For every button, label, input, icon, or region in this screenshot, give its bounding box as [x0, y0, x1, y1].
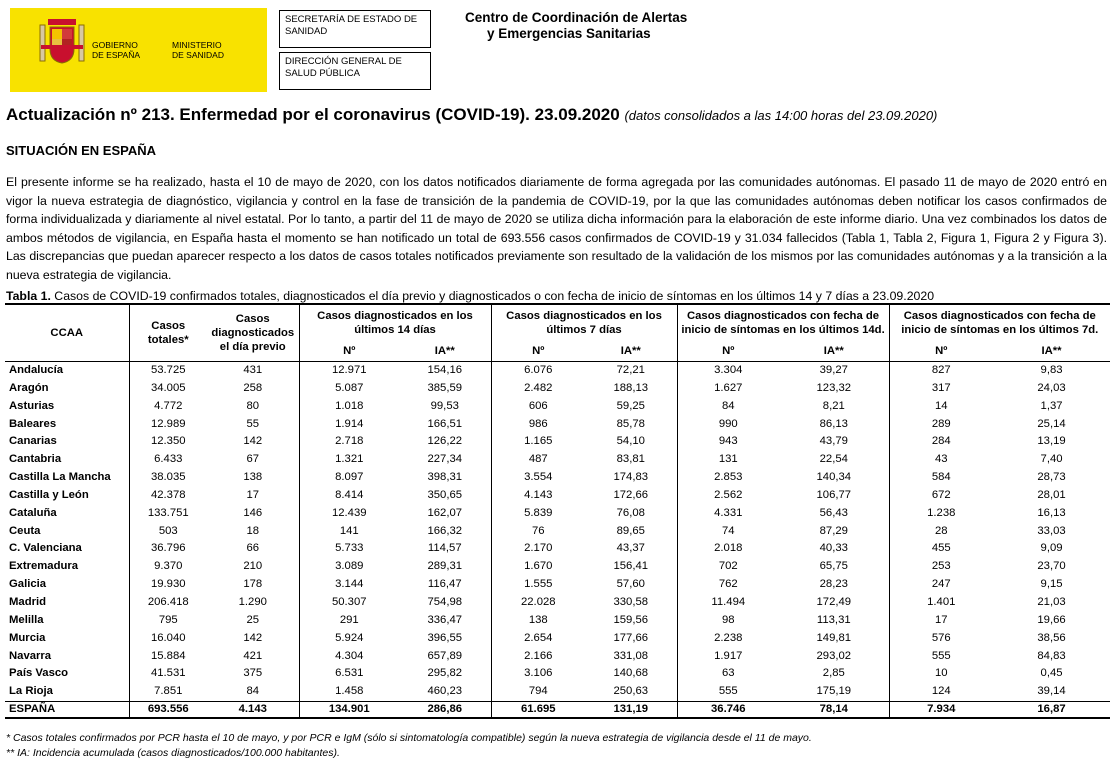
ia7-cell: 174,83 [613, 471, 649, 484]
table-row [5, 612, 1110, 630]
n14-cell: 12.971 [299, 362, 399, 380]
ias14-cell: 78,14 [779, 702, 889, 719]
ns14-cell: 36.746 [677, 702, 779, 719]
prev-day-cell: 210 [243, 560, 263, 573]
region-cell: C. Valenciana [9, 542, 82, 555]
n14-cell: 291 [299, 612, 399, 630]
region-cell: Cantabria [9, 453, 62, 466]
ia14-cell: 398,31 [427, 471, 463, 484]
ns14-cell: 943 [677, 433, 779, 451]
n7-cell: 2.166 [491, 648, 585, 666]
ia7-cell: 131,19 [585, 702, 677, 719]
region-cell: Asturias [9, 399, 55, 412]
prev-day-cell: 138 [243, 471, 263, 484]
ias7-cell: 21,03 [1037, 595, 1066, 608]
n14-cell: 3.089 [299, 558, 399, 576]
ia14-cell: 396,55 [427, 631, 463, 644]
ia14-cell: 295,82 [427, 667, 463, 680]
n7-cell: 794 [491, 683, 585, 701]
ns7-cell: 317 [889, 380, 993, 398]
ias7-cell: 25,14 [1037, 417, 1066, 430]
ns7-cell: 17 [889, 612, 993, 630]
header-n: Nº [677, 341, 779, 362]
prev-day-cell: 80 [246, 399, 260, 412]
header-last-14-days: Casos diagnosticados en los últimos 14 días [299, 304, 491, 341]
section-heading: SITUACIÓN EN ESPAÑA [6, 143, 156, 158]
table-row [5, 683, 1110, 701]
center-title-line2: y Emergencias Sanitarias [487, 26, 651, 41]
total-cases-cell: 15.884 [129, 648, 207, 666]
n7-cell: 3.106 [491, 665, 585, 683]
n14-cell: 1.321 [299, 451, 399, 469]
n14-cell: 141 [299, 523, 399, 541]
ias7-cell: 84,83 [1037, 649, 1066, 662]
region-cell: Castilla y León [9, 488, 89, 501]
n14-cell: 1.914 [299, 416, 399, 434]
ia14-cell: 336,47 [427, 613, 463, 626]
ns7-cell: 284 [889, 433, 993, 451]
table-row [5, 433, 1110, 451]
ias14-cell: 40,33 [819, 542, 848, 555]
table-row [5, 380, 1110, 398]
table-row [5, 416, 1110, 434]
ia7-cell: 72,21 [616, 364, 645, 376]
ias14-cell: 293,02 [816, 649, 852, 662]
total-cases-cell: 36.796 [129, 540, 207, 558]
header-n: Nº [299, 341, 399, 362]
n14-cell: 1.018 [299, 398, 399, 416]
ns14-cell: 98 [677, 612, 779, 630]
ias14-cell: 39,27 [819, 364, 848, 376]
ias7-cell: 28,01 [1037, 488, 1066, 501]
ns14-cell: 4.331 [677, 505, 779, 523]
ia14-cell: 154,16 [427, 364, 463, 376]
ns14-cell: 2.853 [677, 469, 779, 487]
total-cases-cell: 795 [129, 612, 207, 630]
n14-cell: 8.097 [299, 469, 399, 487]
total-cases-cell: 6.433 [129, 451, 207, 469]
n7-cell: 1.670 [491, 558, 585, 576]
total-cases-cell: 12.989 [129, 416, 207, 434]
ns7-cell: 1.238 [889, 505, 993, 523]
header-ccaa: CCAA [50, 327, 84, 339]
prev-day-cell: 375 [243, 667, 263, 680]
ia14-cell: 460,23 [427, 685, 463, 698]
table-row [5, 362, 1110, 380]
header-n: Nº [491, 341, 585, 362]
region-cell: Extremadura [9, 560, 79, 573]
ns14-cell: 555 [677, 683, 779, 701]
ia14-cell: 166,32 [427, 524, 463, 537]
n14-cell: 1.458 [299, 683, 399, 701]
total-cases-cell: 206.418 [129, 594, 207, 612]
prev-day-cell: 178 [243, 578, 263, 591]
ns14-cell: 1.627 [677, 380, 779, 398]
ias14-cell: 123,32 [816, 381, 852, 394]
region-cell: País Vasco [9, 667, 69, 680]
table-row [5, 451, 1110, 469]
region-cell: La Rioja [9, 685, 53, 698]
ns14-cell: 2.018 [677, 540, 779, 558]
header-symptoms-7d: Casos diagnosticados con fecha de inicio de síntomas en los últimos 7d. [889, 304, 1110, 341]
ia7-cell: 159,56 [613, 613, 649, 626]
ias7-cell: 16,13 [1037, 506, 1066, 519]
ias14-cell: 140,34 [816, 471, 852, 484]
ias14-cell: 65,75 [819, 560, 848, 573]
prev-day-cell: 258 [243, 381, 263, 394]
region-cell: Aragón [9, 381, 49, 394]
gov-name-line1: GOBIERNO [92, 40, 138, 50]
report-title-sub: (datos consolidados a las 14:00 horas del 23.09.2020) [624, 108, 938, 123]
ns14-cell: 762 [677, 576, 779, 594]
gov-name-line2: DE ESPAÑA [92, 50, 141, 60]
region-cell: Cataluña [9, 506, 57, 519]
table-row [5, 665, 1110, 683]
prev-day-cell: 421 [243, 649, 263, 662]
header-prev-day: Casos diagnosticados el día previo [211, 313, 295, 353]
ns7-cell: 455 [889, 540, 993, 558]
n7-cell: 986 [491, 416, 585, 434]
ia14-cell: 116,47 [427, 578, 462, 591]
region-cell: ESPAÑA [5, 702, 129, 719]
ns7-cell: 289 [889, 416, 993, 434]
ia14-cell: 385,59 [427, 381, 463, 394]
ias7-cell: 28,73 [1037, 471, 1066, 484]
ias7-cell: 24,03 [1037, 381, 1066, 394]
ministry-name-line1: MINISTERIO [172, 40, 222, 50]
ns7-cell: 14 [889, 398, 993, 416]
ia7-cell: 177,66 [613, 631, 649, 644]
ns7-cell: 28 [889, 523, 993, 541]
n7-cell: 4.143 [491, 487, 585, 505]
ias14-cell: 172,49 [816, 595, 852, 608]
ia7-cell: 85,78 [616, 417, 645, 430]
ns7-cell: 827 [889, 362, 993, 380]
n14-cell: 50.307 [299, 594, 399, 612]
n7-cell: 6.076 [491, 362, 585, 380]
table-caption [6, 289, 934, 303]
n7-cell: 5.839 [491, 505, 585, 523]
ns7-cell: 555 [889, 648, 993, 666]
ns14-cell: 2.562 [677, 487, 779, 505]
ns7-cell: 10 [889, 665, 993, 683]
ias7-cell: 9,15 [1040, 578, 1063, 591]
prev-day-cell: 142 [243, 435, 263, 448]
ias14-cell: 149,81 [816, 631, 852, 644]
table-row [5, 558, 1110, 576]
region-cell: Castilla La Mancha [9, 471, 111, 484]
ia7-cell: 54,10 [616, 435, 645, 448]
footnote-ia: ** IA: Incidencia acumulada (casos diagnosticados/100.000 habitantes). [6, 747, 340, 759]
prev-day-cell: 1.290 [238, 595, 267, 608]
ia14-cell: 286,86 [399, 702, 491, 719]
ia14-cell: 99,53 [430, 399, 459, 412]
table-row [5, 648, 1110, 666]
ias7-cell: 38,56 [1037, 631, 1066, 644]
table-row [5, 540, 1110, 558]
covid-cases-table [5, 303, 1110, 719]
ias7-cell: 39,14 [1037, 685, 1066, 698]
ns14-cell: 702 [677, 558, 779, 576]
ns7-cell: 584 [889, 469, 993, 487]
n7-cell: 2.654 [491, 630, 585, 648]
prev-day-cell: 142 [243, 631, 263, 644]
ias7-cell: 1,37 [1040, 399, 1063, 412]
ias7-cell: 9,83 [1040, 364, 1063, 376]
ia14-cell: 162,07 [427, 506, 463, 519]
ias14-cell: 22,54 [819, 453, 848, 466]
table-total-row [5, 702, 1110, 719]
table-caption-text: Casos de COVID-19 confirmados totales, diagnosticados el día previo y diagnosticados o con fecha de inicio de síntomas en los últimos 14 y 7 días a 23.09.2020 [50, 289, 935, 303]
center-title-line1: Centro de Coordinación de Alertas [465, 10, 688, 25]
ias14-cell: 28,23 [819, 578, 848, 591]
header-total-cases: Casos totales* [129, 304, 207, 362]
ias7-cell: 19,66 [1037, 613, 1066, 626]
n7-cell: 606 [491, 398, 585, 416]
n14-cell: 4.304 [299, 648, 399, 666]
intro-paragraph: El presente informe se ha realizado, hasta el 10 de mayo de 2020, con los datos notificados diariamente de forma agregada por las comunidades autónomas. El pasado 11 de mayo de 2020 entró en vigor la nueva estrategia de diagnóstico, vigilancia y control en la fase de transición de la pandemia de COVID-19, por la que las comunidades autónomas deben notificar los casos confirmados de forma individualizada y diariamente al nivel estatal. Por lo tanto, a partir del 11 de mayo de 2020 se utiliza dicha información para la elaboración de este informe diario. Una vez combinados los datos de ambos métodos de vigilancia, en España hasta el momento se han notificado un total de 693.556 casos confirmados de COVID-19 y 31.034 fallecidos (Tabla 1, Tabla 2, Figura 1, Figura 2 y Figura 3). Las discrepancias que puedan aparecer respecto a los datos de casos totales notificados previamente son resultado de la validación de los mismos por las comunidades autónomas y a la transición a la nueva estrategia de vigilancia. [6, 175, 1107, 282]
ia7-cell: 250,63 [613, 685, 649, 698]
ia14-cell: 114,57 [427, 542, 462, 555]
header-ia: IA** [1041, 345, 1062, 357]
ia7-cell: 188,13 [613, 381, 649, 394]
total-cases-cell: 38.035 [129, 469, 207, 487]
ias7-cell: 7,40 [1040, 453, 1063, 466]
ia14-cell: 166,51 [427, 417, 463, 430]
n14-cell: 12.439 [299, 505, 399, 523]
total-cases-cell: 4.772 [129, 398, 207, 416]
total-cases-cell: 693.556 [129, 702, 207, 719]
ia7-cell: 83,81 [616, 453, 645, 466]
n14-cell: 5.924 [299, 630, 399, 648]
ias14-cell: 8,21 [822, 399, 845, 412]
ministry-name-line2: DE SANIDAD [172, 50, 224, 60]
total-cases-cell: 133.751 [129, 505, 207, 523]
region-cell: Ceuta [9, 524, 41, 537]
ias7-cell: 16,87 [993, 702, 1110, 719]
region-cell: Canarias [9, 435, 57, 448]
total-cases-cell: 9.370 [129, 558, 207, 576]
region-cell: Madrid [9, 595, 47, 608]
n7-cell: 61.695 [491, 702, 585, 719]
ias7-cell: 23,70 [1037, 560, 1066, 573]
ia14-cell: 350,65 [427, 488, 463, 501]
region-cell: Baleares [9, 417, 57, 430]
ns14-cell: 131 [677, 451, 779, 469]
table-row [5, 523, 1110, 541]
table-row [5, 398, 1110, 416]
ns7-cell: 672 [889, 487, 993, 505]
ns14-cell: 1.917 [677, 648, 779, 666]
prev-day-cell: 67 [246, 453, 260, 466]
n7-cell: 1.165 [491, 433, 585, 451]
ns7-cell: 247 [889, 576, 993, 594]
ns14-cell: 990 [677, 416, 779, 434]
prev-day-cell: 55 [246, 417, 260, 430]
total-cases-cell: 41.531 [129, 665, 207, 683]
ns7-cell: 576 [889, 630, 993, 648]
ia7-cell: 76,08 [616, 506, 645, 519]
ns14-cell: 11.494 [677, 594, 779, 612]
table-row [5, 594, 1110, 612]
total-cases-cell: 16.040 [129, 630, 207, 648]
report-title [6, 105, 937, 125]
region-cell: Melilla [9, 613, 44, 626]
ias14-cell: 113,31 [816, 613, 851, 626]
n7-cell: 3.554 [491, 469, 585, 487]
table-row [5, 505, 1110, 523]
n14-cell: 8.414 [299, 487, 399, 505]
n7-cell: 138 [491, 612, 585, 630]
ia7-cell: 57,60 [616, 578, 645, 591]
ns14-cell: 2.238 [677, 630, 779, 648]
ias14-cell: 43,79 [819, 435, 848, 448]
ia7-cell: 59,25 [616, 399, 645, 412]
n14-cell: 6.531 [299, 665, 399, 683]
ia7-cell: 331,08 [613, 649, 649, 662]
ias14-cell: 106,77 [816, 488, 852, 501]
n7-cell: 1.555 [491, 576, 585, 594]
prev-day-cell: 4.143 [207, 702, 299, 719]
ia14-cell: 754,98 [427, 595, 463, 608]
ias14-cell: 175,19 [816, 685, 852, 698]
ia7-cell: 172,66 [613, 488, 649, 501]
prev-day-cell: 17 [246, 488, 260, 501]
ns14-cell: 3.304 [677, 362, 779, 380]
ns7-cell: 7.934 [889, 702, 993, 719]
ias7-cell: 13,19 [1037, 435, 1066, 448]
ns14-cell: 74 [677, 523, 779, 541]
ias7-cell: 33,03 [1037, 524, 1066, 537]
ia7-cell: 43,37 [616, 542, 645, 555]
prev-day-cell: 431 [243, 364, 263, 376]
ias14-cell: 56,43 [819, 506, 848, 519]
n14-cell: 134.901 [299, 702, 399, 719]
ns7-cell: 43 [889, 451, 993, 469]
prev-day-cell: 25 [246, 613, 260, 626]
total-cases-cell: 503 [129, 523, 207, 541]
ias14-cell: 2,85 [822, 667, 845, 680]
n7-cell: 2.170 [491, 540, 585, 558]
n7-cell: 487 [491, 451, 585, 469]
ia7-cell: 140,68 [613, 667, 649, 680]
region-cell: Murcia [9, 631, 46, 644]
n14-cell: 5.087 [299, 380, 399, 398]
ias14-cell: 87,29 [819, 524, 848, 537]
ias14-cell: 86,13 [819, 417, 848, 430]
ia14-cell: 657,89 [427, 649, 463, 662]
header-ia: IA** [620, 345, 641, 357]
center-title [465, 10, 687, 42]
n7-cell: 2.482 [491, 380, 585, 398]
secretariat-box: SECRETARÍA DE ESTADO DE SANIDAD [279, 10, 431, 48]
prev-day-cell: 146 [243, 506, 263, 519]
prev-day-cell: 66 [246, 542, 260, 555]
total-cases-cell: 42.378 [129, 487, 207, 505]
region-cell: Navarra [9, 649, 52, 662]
footnote-total-cases: * Casos totales confirmados por PCR hasta el 10 de mayo, y por PCR e IgM (sólo si sintomatología compatible) según la nueva estrategia de vigilancia desde el 11 de mayo. [6, 732, 812, 744]
region-cell: Andalucía [9, 364, 63, 376]
directorate-box: DIRECCIÓN GENERAL DE SALUD PÚBLICA [279, 52, 431, 90]
ns7-cell: 253 [889, 558, 993, 576]
ns7-cell: 124 [889, 683, 993, 701]
ns14-cell: 84 [677, 398, 779, 416]
total-cases-cell: 19.930 [129, 576, 207, 594]
ns14-cell: 63 [677, 665, 779, 683]
n7-cell: 22.028 [491, 594, 585, 612]
total-cases-cell: 53.725 [129, 362, 207, 380]
prev-day-cell: 84 [246, 685, 260, 698]
ia7-cell: 89,65 [616, 524, 645, 537]
ias7-cell: 9,09 [1040, 542, 1063, 555]
ia14-cell: 227,34 [427, 453, 463, 466]
coat-of-arms-icon [38, 15, 86, 71]
n7-cell: 76 [491, 523, 585, 541]
header-symptoms-14d: Casos diagnosticados con fecha de inicio de síntomas en los últimos 14d. [677, 304, 889, 341]
region-cell: Galicia [9, 578, 47, 591]
ns7-cell: 1.401 [889, 594, 993, 612]
header-ia: IA** [434, 345, 455, 357]
ia14-cell: 289,31 [427, 560, 463, 573]
table-row [5, 576, 1110, 594]
report-title-main: Actualización nº 213. Enfermedad por el coronavirus (COVID-19). 23.09.2020 [6, 105, 620, 124]
ia7-cell: 156,41 [613, 560, 649, 573]
table-caption-label: Tabla 1. [6, 289, 51, 303]
ia7-cell: 330,58 [613, 595, 649, 608]
prev-day-cell: 18 [246, 524, 260, 537]
header-n: Nº [889, 341, 993, 362]
ia14-cell: 126,22 [427, 435, 463, 448]
n14-cell: 3.144 [299, 576, 399, 594]
table-row [5, 469, 1110, 487]
table-row [5, 487, 1110, 505]
header-ia: IA** [823, 345, 844, 357]
n14-cell: 2.718 [299, 433, 399, 451]
n14-cell: 5.733 [299, 540, 399, 558]
ias7-cell: 0,45 [1040, 667, 1063, 680]
table-row [5, 630, 1110, 648]
total-cases-cell: 34.005 [129, 380, 207, 398]
total-cases-cell: 7.851 [129, 683, 207, 701]
total-cases-cell: 12.350 [129, 433, 207, 451]
header-last-7-days: Casos diagnosticados en los últimos 7 días [491, 304, 677, 341]
